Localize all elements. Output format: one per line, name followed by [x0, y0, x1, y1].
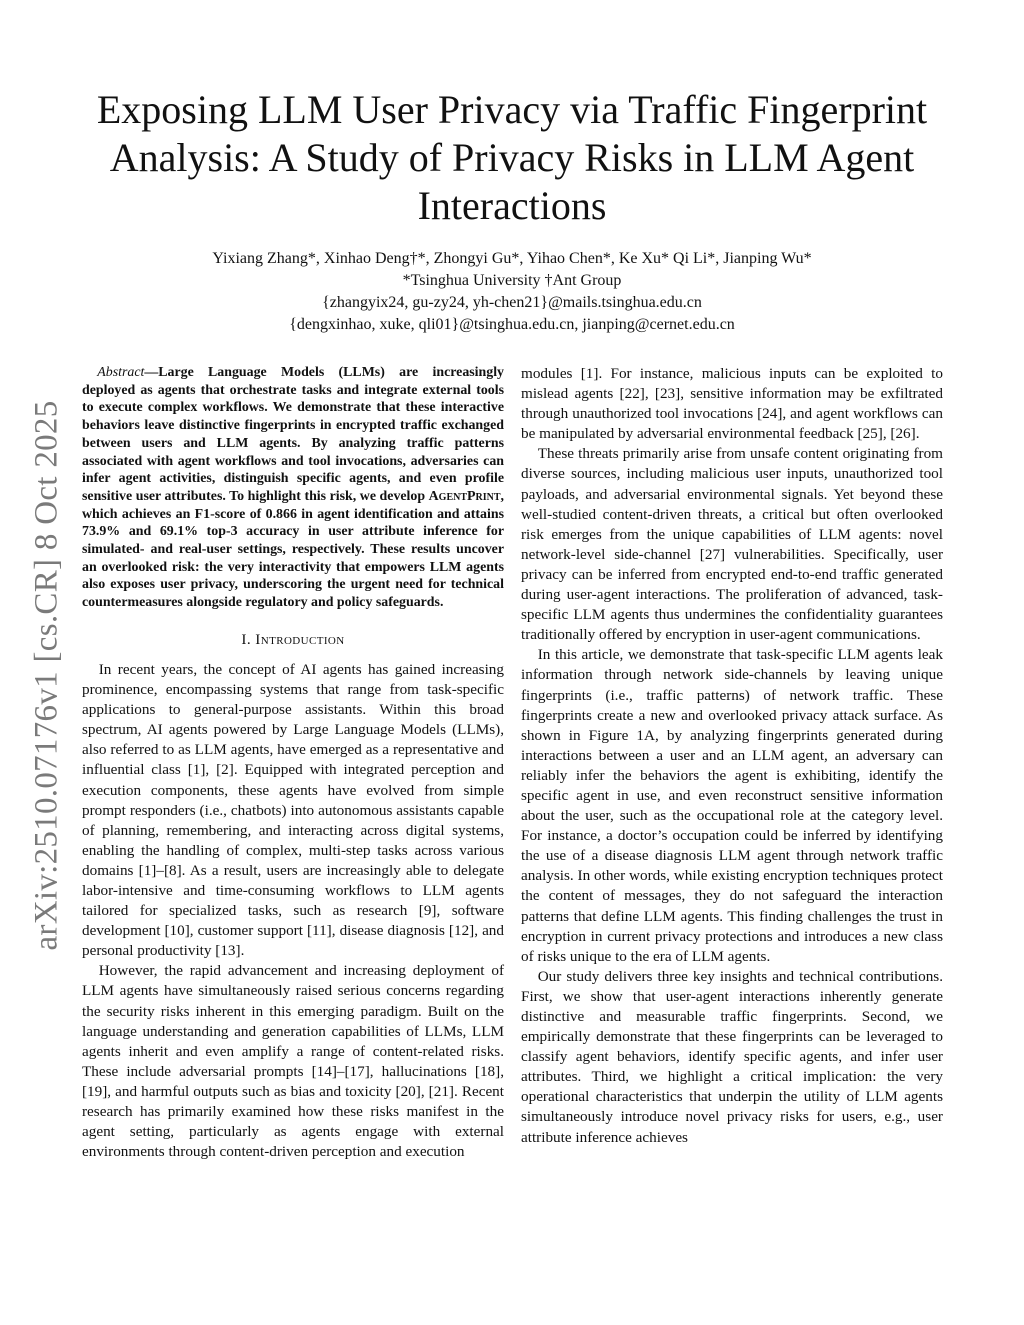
paragraph: In recent years, the concept of AI agents has gained increasing prominence, encompassing systems that range from task-specific applications to general-purpose assistants. Within this broad spectrum, AI agents powered by Large Language Models (LLMs), also referred to as LLM agents, have emerged as a representative and influential class [1], [2]. Equipped with integrated perception and execution components, these agents have evolved from simple prompt responders (i.e., chatbots) into autonomous assistants capable of planning, remembering, and interacting across digital systems, enabling the handling of complex, multi-step tasks across various domains [1]–[8]. As a result, users are increasingly able to delegate labor-intensive and time-consuming workflows to LLM agents tailored for specialized tasks, such as research [9], software development [10], customer support [11], disease diagnosis [12], and personal productivity [13].	[82, 660, 504, 960]
paragraph: In this article, we demonstrate that task-specific LLM agents leak information through network side-channels by leaving unique fingerprints (i.e., traffic patterns) of network traffic. These fingerprints create a new and overlooked privacy attack surface. As shown in Figure 1A, by analyzing fingerprints generated during interactions between a user and an LLM agent, an adversary can reliably infer the behaviors the agent is exhibiting, identify the specific agent in use, and even reconstruct sensitive information about the user, such as the occupational role at the category level. For instance, a doctor’s occupation could be inferred by identifying the use of a disease diagnosis LLM agent through network traffic analysis. In other words, while existing encryption techniques protect the content of messages, they do not safeguard the interaction patterns that define LLM agents. This finding challenges the trust in encryption in current privacy protections and introduces a new class of risks unique to the era of LLM agents.	[521, 646, 943, 965]
author-emails-2: {dengxinhao, xuke, qli01}@tsinghua.edu.cn, jianping@cernet.edu.cn	[289, 316, 735, 333]
paragraph: However, the rapid advancement and increasing deployment of LLM agents have simultaneously raised serious concerns regarding the security risks inherent in this emerging paradigm. Built on the language understanding and generation capabilities of LLMs, LLM agents inherit and even amplify a range of content-related risks. These include adversarial prompts [14]–[17], hallucinations [18], [19], and harmful outputs such as bias and toxicity [20], [21]. Recent research has primarily examined how these risks manifest in the agent setting, particularly as agents engage with external environments through content-driven perception and execution	[82, 962, 504, 1161]
arxiv-stamp-text: arXiv:2510.07176v1 [cs.CR] 8 Oct 2025	[28, 399, 65, 951]
abstract-text-2: , which achieves an F1-score of 0.866 in agent identification and attains 73.9% and 69.1% top-3 accuracy in user attribute inference for simulated- and real-user settings, respectively. These results uncover an overlooked risk: the very interactivity that empowers LLM agents also exposes user privacy, underscoring the urgent need for technical countermeasures alongside regulatory and policy safeguards.	[82, 488, 504, 611]
abstract	[82, 364, 504, 612]
left-column	[82, 364, 504, 1162]
paragraph: modules [1]. For instance, malicious inputs can be exploited to mislead agents [22], [23], sensitive information may be exfiltrated through unauthorized tool invocations [24], and agent workflows can be manipulated by adversarial environmental feedback [25], [26].	[521, 365, 943, 443]
author-block	[60, 248, 964, 336]
arxiv-stamp	[22, 380, 72, 970]
paragraph: Our study delivers three key insights and technical contributions. First, we show that user-agent interactions inherently generate distinctive and measurable traffic fingerprints. Second, we empirically demonstrate that these fingerprints can be leveraged to classify agent behaviors, identify specific agents, and infer user attributes. Third, we highlight a critical implication: the very operational characteristics that underpin the utility of LLM agents simultaneously introduce novel privacy risks for users, e.g., user attribute inference achieves	[521, 967, 943, 1146]
author-affiliations: *Tsinghua University †Ant Group	[402, 272, 622, 289]
paper-title: Exposing LLM User Privacy via Traffic Fingerprint Analysis: A Study of Privacy Risks in LLM Agent Interactions	[96, 87, 928, 228]
abstract-label: Abstract	[97, 365, 145, 380]
paragraph: These threats primarily arise from unsafe content originating from diverse sources, including malicious user inputs, unauthorized tool payloads, and adversarial environmental signals. Yet beyond these well-studied content-driven threats, a critical but often overlooked risk emerges from the unique capabilities of LLM agents: novel network-level side-channel [27] vulnerabilities. Specifically, user privacy can be inferred from encrypted end-to-end traffic generated during user-agent interactions. The proliferation of advanced, task-specific LLM agents thus undermines the confidentiality guarantees traditionally offered by encryption in user-agent communications.	[521, 445, 943, 644]
section-number: I.	[241, 630, 252, 648]
section-heading-introduction	[82, 630, 504, 650]
section-title: Introduction	[255, 630, 345, 648]
author-names: Yixiang Zhang*, Xinhao Deng†*, Zhongyi Gu*, Yihao Chen*, Ke Xu* Qi Li*, Jianping Wu*	[212, 250, 812, 267]
abstract-text-1: —Large Language Models (LLMs) are increasingly deployed as agents that orchestrate tasks and integrate external tools to execute complex workflows. We demonstrate that these interactive behaviors leave distinctive fingerprints in encrypted traffic exchanged between users and LLM agents. By analyzing traffic patterns associated with agent workflows and tool invocations, adversaries can infer agent activities, distinguish specific agents, and even profile sensitive user attributes. To highlight this risk, we develop	[82, 365, 504, 504]
author-emails-1: {zhangyix24, gu-zy24, yh-chen21}@mails.tsinghua.edu.cn	[322, 294, 702, 311]
right-column	[521, 364, 943, 1148]
system-name: AgentPrint	[428, 488, 501, 504]
